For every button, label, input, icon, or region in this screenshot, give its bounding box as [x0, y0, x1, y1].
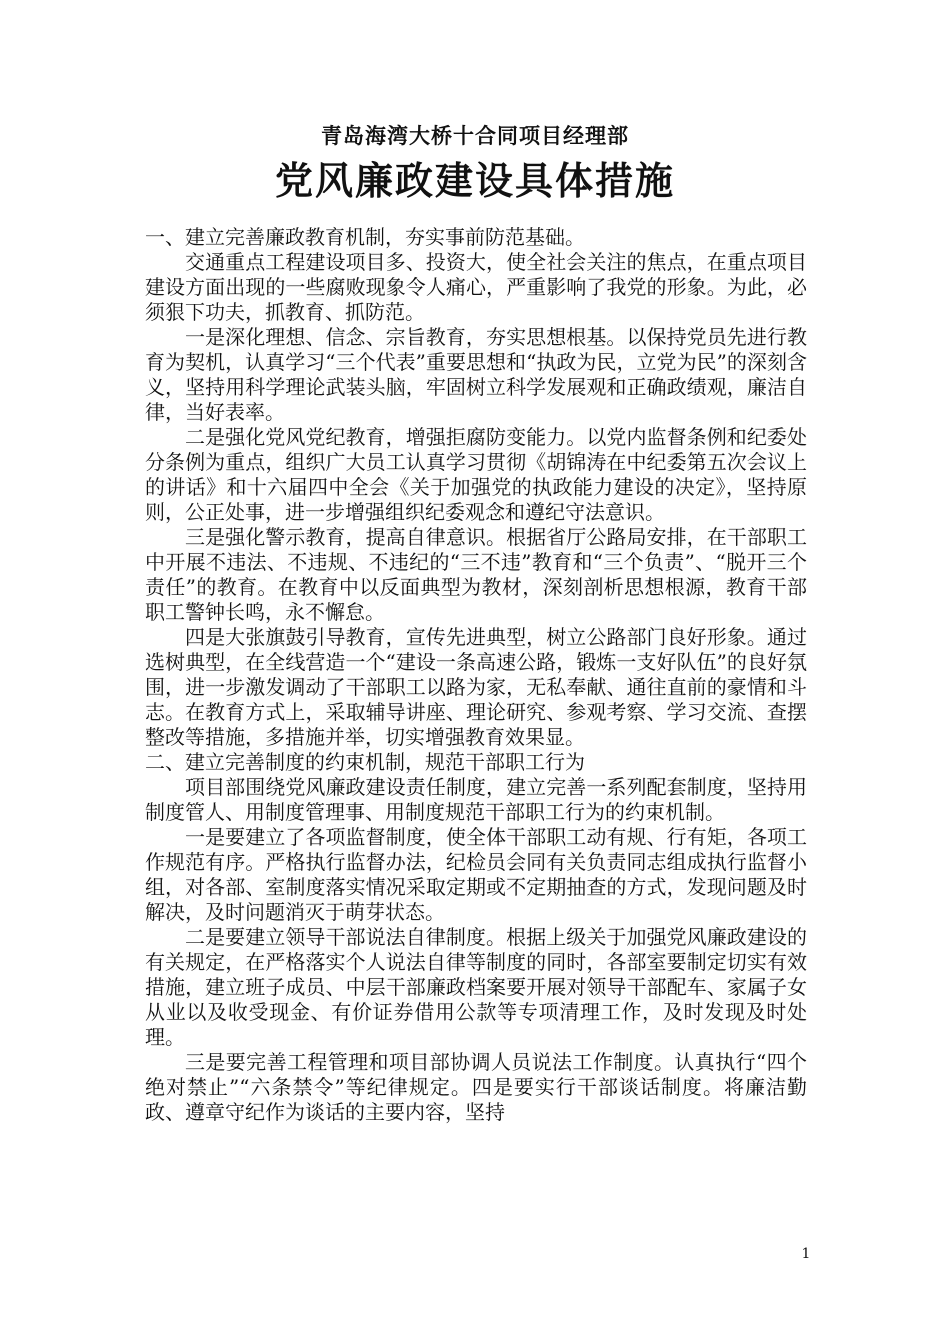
body-paragraph: 一是深化理想、信念、宗旨教育，夯实思想根基。以保持党员先进行教育为契机，认真学习“三个代表”重要思想和“执政为民，立党为民”的深刻含义，坚持用科学理论武装头脑，牢固树立科学发展观和正确政绩观，廉洁自律，当好表率。 — [145, 325, 807, 424]
body-paragraph: 四是大张旗鼓引导教育，宣传先进典型，树立公路部门良好形象。通过选树典型，在全线营造一个“建设一条高速公路，锻炼一支好队伍”的良好氛围，进一步激发调动了干部职工以路为家，无私奉献、通往直前的豪情和斗志。在教育方式上，采取辅导讲座、理论研究、参观考察、学习交流、查摆整改等措施，多措施并举，切实增强教育效果显。 — [145, 625, 807, 749]
page-number: 1 — [801, 1246, 811, 1262]
body-paragraph: 三是要完善工程管理和项目部协调人员说法工作制度。认真执行“四个绝对禁止”“六条禁令”等纪律规定。四是要实行干部谈话制度。将廉洁勤政、遵章守纪作为谈话的主要内容，坚持 — [145, 1050, 807, 1124]
body-paragraph: 交通重点工程建设项目多、投资大，使全社会关注的焦点，在重点项目建设方面出现的一些腐败现象令人痛心，严重影响了我党的形象。为此，必须狠下功夫，抓教育、抓防范。 — [145, 250, 807, 324]
document-title: 党风廉政建设具体措施 — [274, 158, 675, 203]
section-heading-1: 一、建立完善廉政教育机制，夯实事前防范基础。 — [145, 225, 585, 249]
section-heading-2: 二、建立完善制度的约束机制，规范干部职工行为 — [145, 750, 585, 774]
document-subtitle: 青岛海湾大桥十合同项目经理部 — [321, 123, 629, 148]
body-paragraph: 三是强化警示教育，提高自律意识。根据省厅公路局安排，在干部职工中开展不违法、不违规、不违纪的“三不违”教育和“三个负责”、“脱开三个责任”的教育。在教育中以反面典型为教材，深刻剖析思想根源，教育干部职工警钟长鸣，永不懈怠。 — [145, 525, 807, 624]
body-paragraph: 二是要建立领导干部说法自律制度。根据上级关于加强党风廉政建设的有关规定，在严格落实个人说法自律等制度的同时，各部室要制定切实有效措施，建立班子成员、中层干部廉政档案要开展对领导干部配车、家属子女从业以及收受现金、有价证券借用公款等专项清理工作，及时发现及时处理。 — [145, 925, 807, 1049]
body-paragraph: 项目部围绕党风廉政建设责任制度，建立完善一系列配套制度，坚持用制度管人、用制度管理事、用制度规范干部职工行为的约束机制。 — [145, 775, 807, 824]
body-paragraph: 一是要建立了各项监督制度，使全体干部职工动有规、行有矩，各项工作规范有序。严格执行监督办法，纪检员会同有关负责同志组成执行监督小组，对各部、室制度落实情况采取定期或不定期抽查的方式，发现问题及时解决，及时问题消灭于萌芽状态。 — [145, 825, 807, 924]
document-body — [145, 225, 807, 1125]
body-paragraph: 二是强化党风党纪教育，增强拒腐防变能力。以党内监督条例和纪委处分条例为重点，组织广大员工认真学习贯彻《胡锦涛在中纪委第五次会议上的讲话》和十六届四中全会《关于加强党的执政能力建设的决定》，坚持原则，公正处事，进一步增强组织纪委观念和遵纪守法意识。 — [145, 425, 807, 524]
